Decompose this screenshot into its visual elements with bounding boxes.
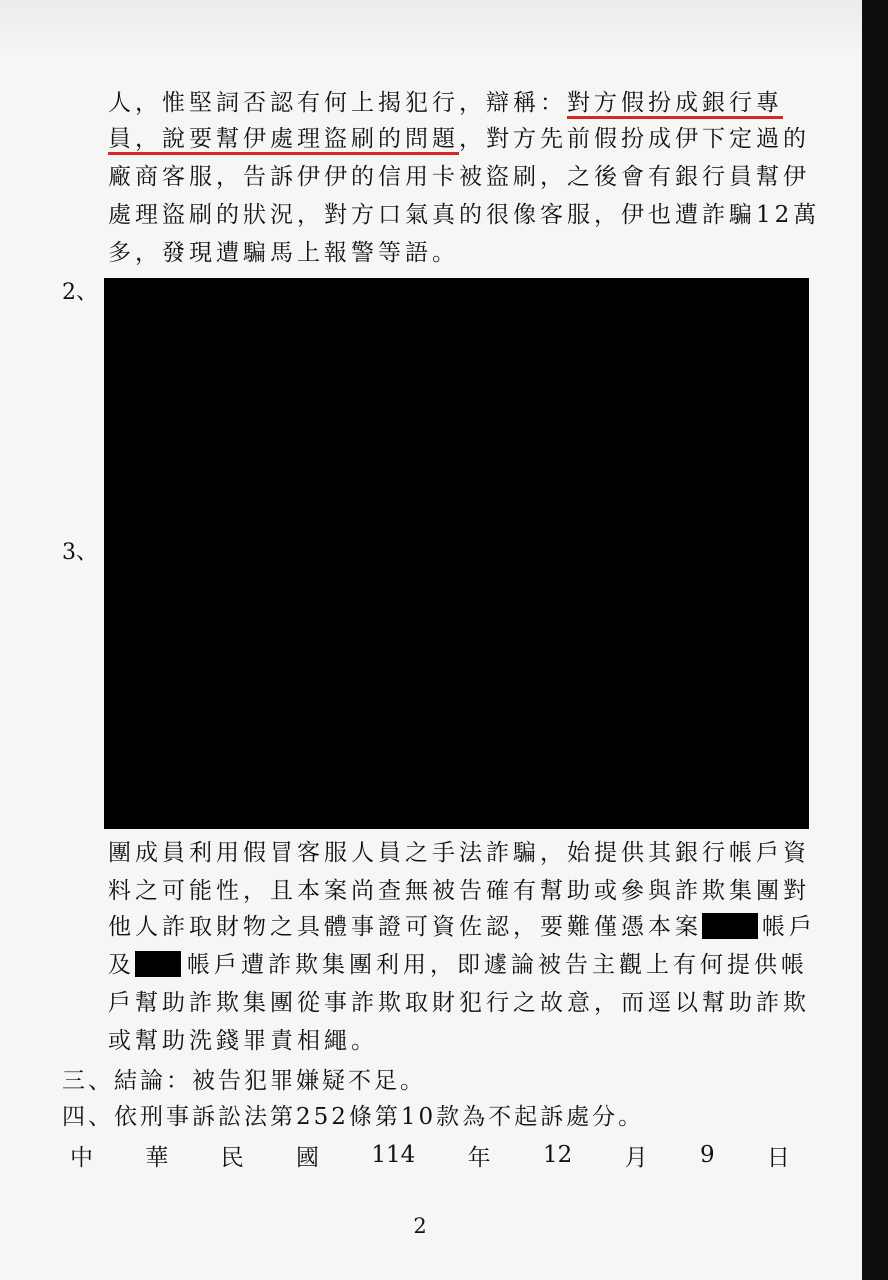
- date-line: [70, 1138, 790, 1172]
- date-char: 華: [145, 1144, 169, 1171]
- date-char: 國: [296, 1144, 320, 1171]
- text-segment: 他人詐取財物之具體事證可資佐認，要難僅憑本案: [108, 914, 702, 940]
- scan-edge: [862, 0, 888, 1280]
- date-char: 日: [766, 1144, 790, 1171]
- paragraph2-line1: 團成員利用假冒客服人員之手法詐騙，始提供其銀行帳戶資: [108, 840, 810, 866]
- underlined-text: 員，說要幫伊處理盜刷的問題: [108, 126, 459, 152]
- date-char: 民: [220, 1144, 244, 1171]
- redaction-block-small: [702, 913, 758, 939]
- paragraph2-line6: 或幫助洗錢罪責相繩。: [108, 1028, 378, 1054]
- date-char: 年: [467, 1144, 491, 1171]
- paragraph2-line4: [108, 950, 808, 980]
- paragraph1-line1: [108, 88, 783, 118]
- text-segment: 人，惟堅詞否認有何上揭犯行，辯稱：: [108, 90, 567, 116]
- paragraph2-line2: 料之可能性，且本案尚查無被告確有幫助或參與詐欺集團對: [108, 878, 810, 904]
- text-segment: 及: [108, 952, 135, 978]
- date-year: 114: [371, 1142, 416, 1168]
- date-month: 12: [542, 1142, 573, 1168]
- paragraph2-line5: 戶幫助詐欺集團從事詐欺取財犯行之故意，而逕以幫助詐欺: [108, 990, 810, 1016]
- date-day: 9: [699, 1142, 715, 1168]
- paragraph1-line3: 廠商客服，告訴伊伊的信用卡被盜刷，之後會有銀行員幫伊: [108, 164, 810, 190]
- conclusion-item-4: 四、依刑事訴訟法第252條第10款為不起訴處分。: [62, 1104, 645, 1130]
- paragraph1-line2: [108, 124, 810, 154]
- conclusion-item-3: 三、結論：被告犯罪嫌疑不足。: [62, 1068, 426, 1094]
- text-segment: 帳戶遭詐欺集團利用，即遽論被告主觀上有何提供帳: [187, 952, 808, 978]
- redaction-block: [104, 278, 809, 829]
- item-3-marker: 3、: [62, 540, 98, 565]
- text-segment: 帳戶: [762, 914, 816, 940]
- date-char: 月: [624, 1144, 648, 1171]
- text-segment: ，對方先前假扮成伊下定過的: [459, 126, 810, 152]
- item-2-marker: 2、: [62, 280, 98, 305]
- paragraph1-line5: 多，發現遭騙馬上報警等語。: [108, 240, 459, 266]
- page-number: 2: [413, 1214, 427, 1238]
- redaction-block-small: [135, 951, 181, 977]
- paragraph2-line3: [108, 912, 816, 942]
- underlined-text: 對方假扮成銀行專: [567, 90, 783, 116]
- date-char: 中: [70, 1144, 93, 1171]
- paragraph1-line4: 處理盜刷的狀況，對方口氣真的很像客服，伊也遭詐騙12萬: [108, 202, 821, 228]
